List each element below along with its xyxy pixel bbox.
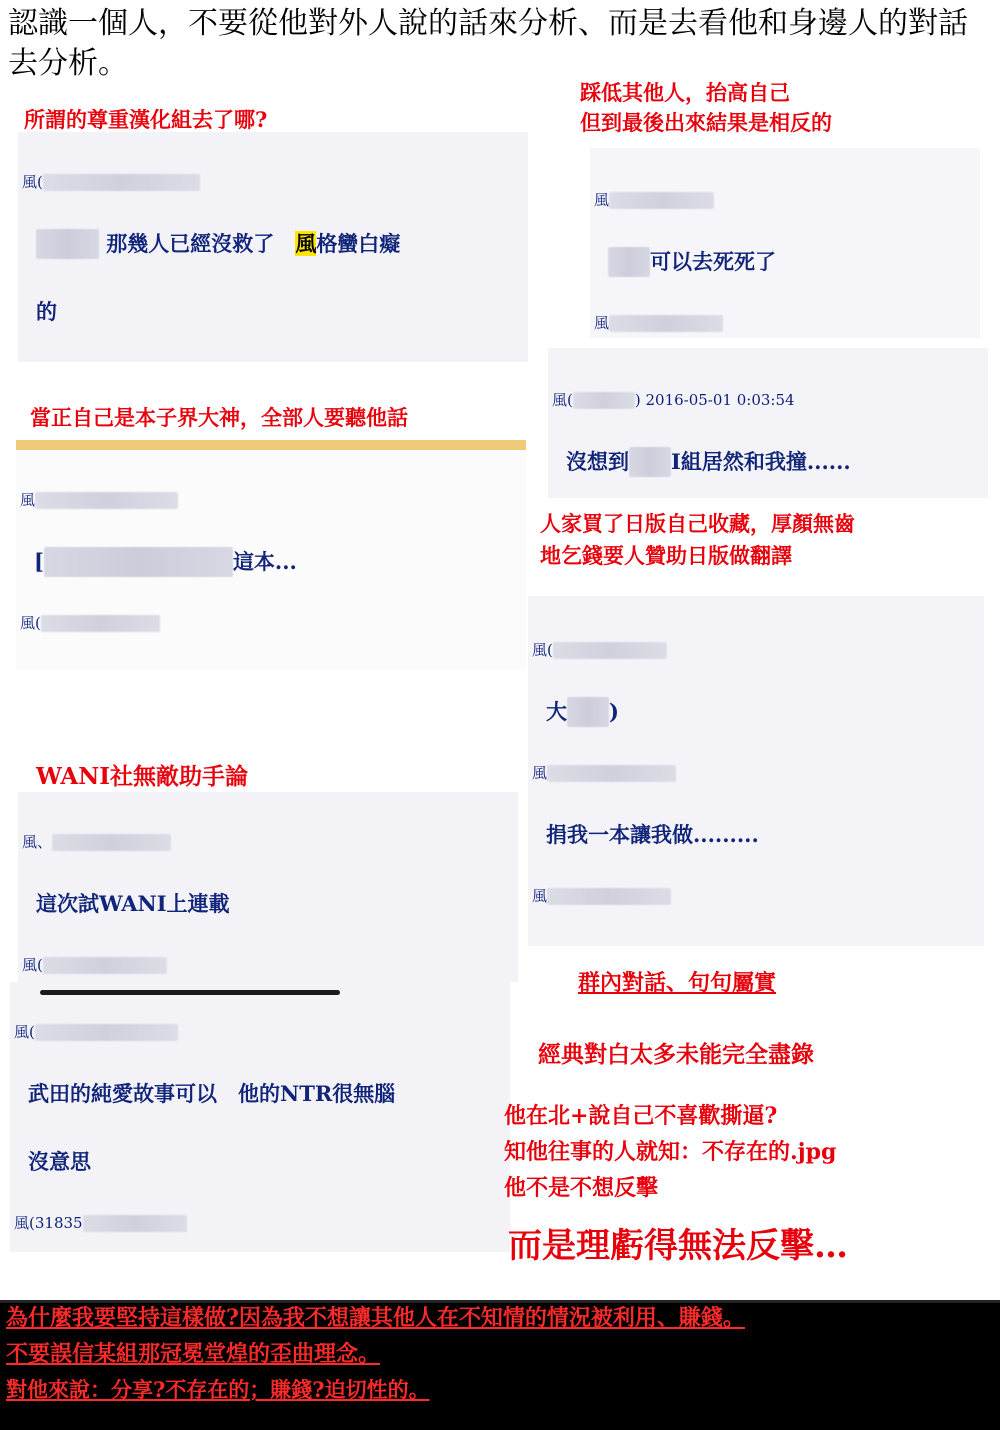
chat-screenshot-4	[10, 982, 510, 1252]
chat-nick: 風(	[18, 174, 528, 191]
banner-line-1: 為什麼我要堅持這樣做?因為我不想讓其他人在不知情的情況被利用、賺錢。	[6, 1305, 745, 1331]
chat-screenshot-5	[590, 148, 980, 338]
chat-screenshot-2	[16, 440, 526, 670]
chat-message: 捐我一本讓我做.........	[546, 822, 759, 847]
chat-message: 沒想到 I組居然和我撞......	[548, 447, 988, 477]
annotation-6: 群內對話、句句屬實	[578, 970, 777, 996]
annotation-8	[504, 1098, 836, 1206]
page-title: 認識一個人，不要從他對外人說的話來分析、而是去看他和身邊人的對話去分析。	[8, 6, 968, 81]
chat-nick: 風、	[18, 834, 518, 851]
annotation-7: 經典對白太多未能完全盡錄	[538, 1041, 814, 1068]
banner-divider	[0, 1300, 1000, 1303]
chat-screenshot-7	[528, 596, 984, 946]
chat-message: 大 )	[528, 697, 984, 727]
chat-message	[528, 943, 984, 946]
chat-screenshot-6	[548, 348, 988, 498]
annotation-4	[540, 508, 855, 572]
chat-nick: 風(31835	[10, 1215, 510, 1232]
annotation-4-line1: 人家買了日版自己收藏，厚顏無齒	[540, 511, 855, 536]
chat-nick: 風(	[16, 615, 526, 632]
annotation-2-line2: 但到最後出來結果是相反的	[580, 110, 832, 135]
chat-message: 武田的純愛故事可以 他的NTR很無腦	[28, 1081, 396, 1106]
chat-nick: 風(	[528, 642, 984, 659]
annotation-8-line2: 知他往事的人就知：不存在的.jpg	[504, 1139, 837, 1165]
annotation-5: WANI社無敵助手論	[36, 763, 248, 790]
redaction-bar	[40, 990, 340, 995]
annotation-3: 當正自己是本子界大神，全部人要聽他話	[30, 405, 408, 430]
annotation-4-line2: 地乞錢要人贊助日版做翻譯	[540, 543, 792, 568]
annotation-8-big: 而是理虧得無法反擊…	[508, 1226, 848, 1266]
chat-message: 那幾人已經沒救了 風格蠻白癡	[18, 229, 528, 259]
annotation-8-line1: 他在北+說自己不喜歡撕逼?	[504, 1103, 778, 1129]
chat-nick: 風(	[10, 1024, 510, 1041]
chat-nick: 風	[590, 192, 980, 209]
chat-nick: 風	[16, 492, 526, 509]
annotation-2-line1: 踩低其他人，抬高自己	[580, 80, 790, 105]
chat-message: 沒意思	[28, 1149, 91, 1174]
banner-line-2: 不要誤信某組那冠冕堂煌的歪曲理念。	[6, 1341, 381, 1367]
chat-screenshot-1	[18, 132, 528, 362]
chat-nick: 風	[590, 315, 980, 332]
chat-message: [ 這本...	[16, 547, 526, 577]
banner-line-3: 對他來說：分享?不存在的；賺錢?迫切性的。	[6, 1377, 430, 1402]
bottom-banner	[0, 1300, 1000, 1430]
chat-nick: 風(	[18, 957, 518, 974]
chat-message: 可以去死死了	[590, 247, 980, 277]
annotation-2	[580, 78, 832, 138]
chat-screenshot-3	[18, 792, 518, 982]
annotation-8-line3: 他不是不想反擊	[504, 1175, 659, 1201]
chat-nick: 風( ) 2016-05-01 0:03:54	[552, 391, 795, 409]
chat-message: 這次試WANI上連載	[36, 891, 230, 916]
chat-nick: 風	[528, 888, 984, 905]
chat-message: 的	[36, 299, 57, 324]
chat-nick: 風	[528, 765, 984, 782]
annotation-1: 所謂的尊重漢化組去了哪?	[24, 107, 268, 132]
